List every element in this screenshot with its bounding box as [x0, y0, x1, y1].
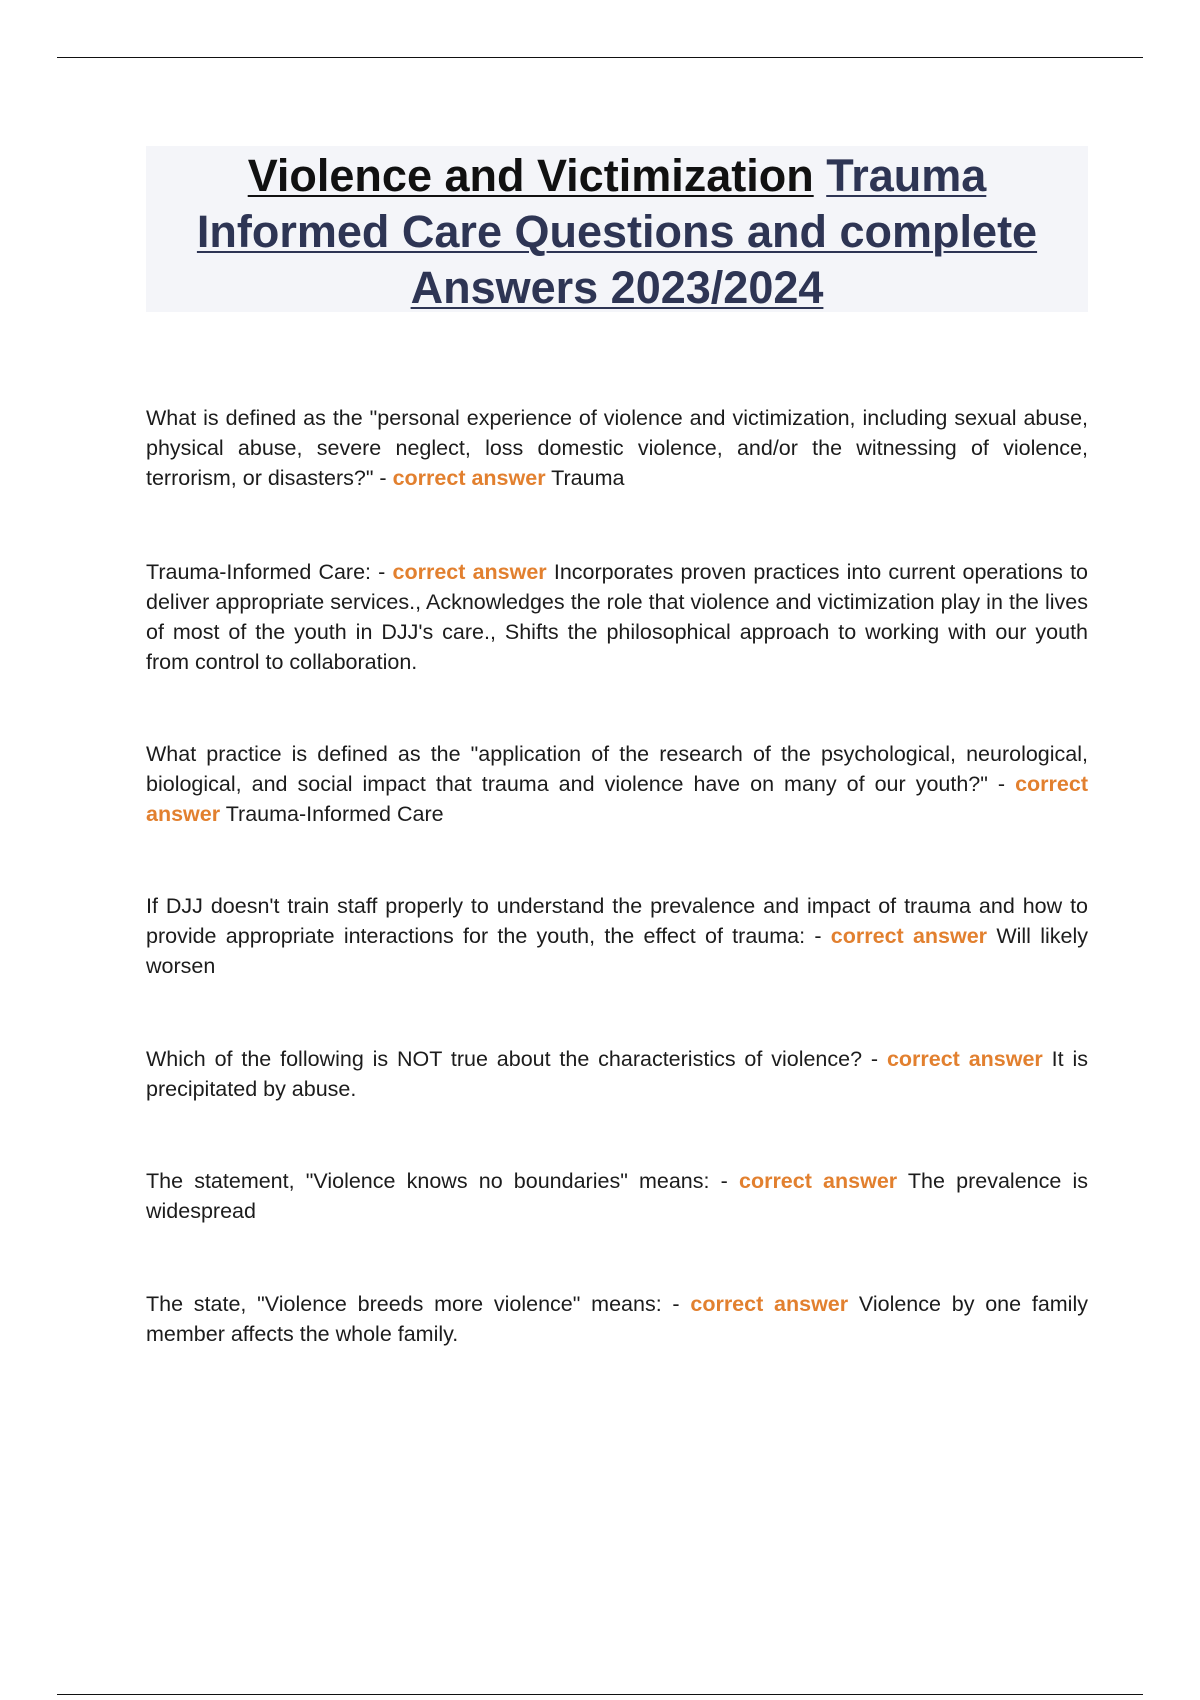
qa-item-6: [146, 1166, 1088, 1226]
qa-item-2: [146, 557, 1088, 677]
correct-answer-label: correct answer: [392, 466, 546, 490]
correct-answer-label: correct answer: [146, 772, 1088, 826]
question-text: Trauma-Informed Care: -: [146, 560, 386, 584]
page-title: [146, 148, 1088, 316]
qa-item-1: [146, 403, 1088, 493]
answer-text: The prevalence is widespread: [146, 1169, 1088, 1223]
bottom-rule: [57, 1694, 1143, 1695]
answer-text: Trauma-Informed Care: [225, 802, 444, 826]
top-rule: [57, 57, 1143, 58]
correct-answer-label: correct answer: [886, 1047, 1043, 1071]
question-text: The statement, "Violence knows no boundaries" means: -: [146, 1169, 728, 1193]
correct-answer-label: correct answer: [738, 1169, 898, 1193]
correct-answer-label: correct answer: [690, 1292, 849, 1316]
qa-item-3: [146, 739, 1088, 829]
qa-item-7: [146, 1289, 1088, 1349]
question-text: If DJJ doesn't train staff properly to understand the prevalence and impact of trauma and how to provide appropriate interactions for the youth, the effect of trauma: -: [146, 894, 1088, 948]
correct-answer-label: correct answer: [392, 560, 547, 584]
title-banner: [146, 146, 1088, 312]
title-part-1: Violence and Victimization: [247, 150, 814, 201]
question-text: The state, "Violence breeds more violence" means: -: [146, 1292, 680, 1316]
answer-text: It is precipitated by abuse.: [146, 1047, 1088, 1101]
answer-text: Will likely worsen: [146, 924, 1089, 978]
title-part-2: Trauma Informed Care Questions and complete Answers 2023/2024: [196, 150, 1038, 313]
qa-item-4: [146, 891, 1088, 981]
answer-text: Violence by one family member affects the whole family.: [146, 1292, 1088, 1346]
question-text: Which of the following is NOT true about the characteristics of violence? -: [146, 1047, 879, 1071]
correct-answer-label: correct answer: [830, 924, 988, 948]
answer-text: Trauma: [551, 466, 625, 490]
question-text: What practice is defined as the "application of the research of the psychological, neurological, biological, and social impact that trauma and violence have on many of our youth?" -: [146, 742, 1088, 796]
answer-text: Incorporates proven practices into current operations to deliver appropriate services., Acknowledges the role that violence and victimization play in the lives of most of the youth in DJJ's care., Shifts the philosophical approach to working with our youth from control to collaboration.: [146, 560, 1088, 674]
qa-item-5: [146, 1044, 1088, 1104]
question-text: What is defined as the "personal experience of violence and victimization, including sexual abuse, physical abuse, severe neglect, loss domestic violence, and/or the witnessing of violence, terrorism, or disasters?" -: [146, 406, 1088, 490]
